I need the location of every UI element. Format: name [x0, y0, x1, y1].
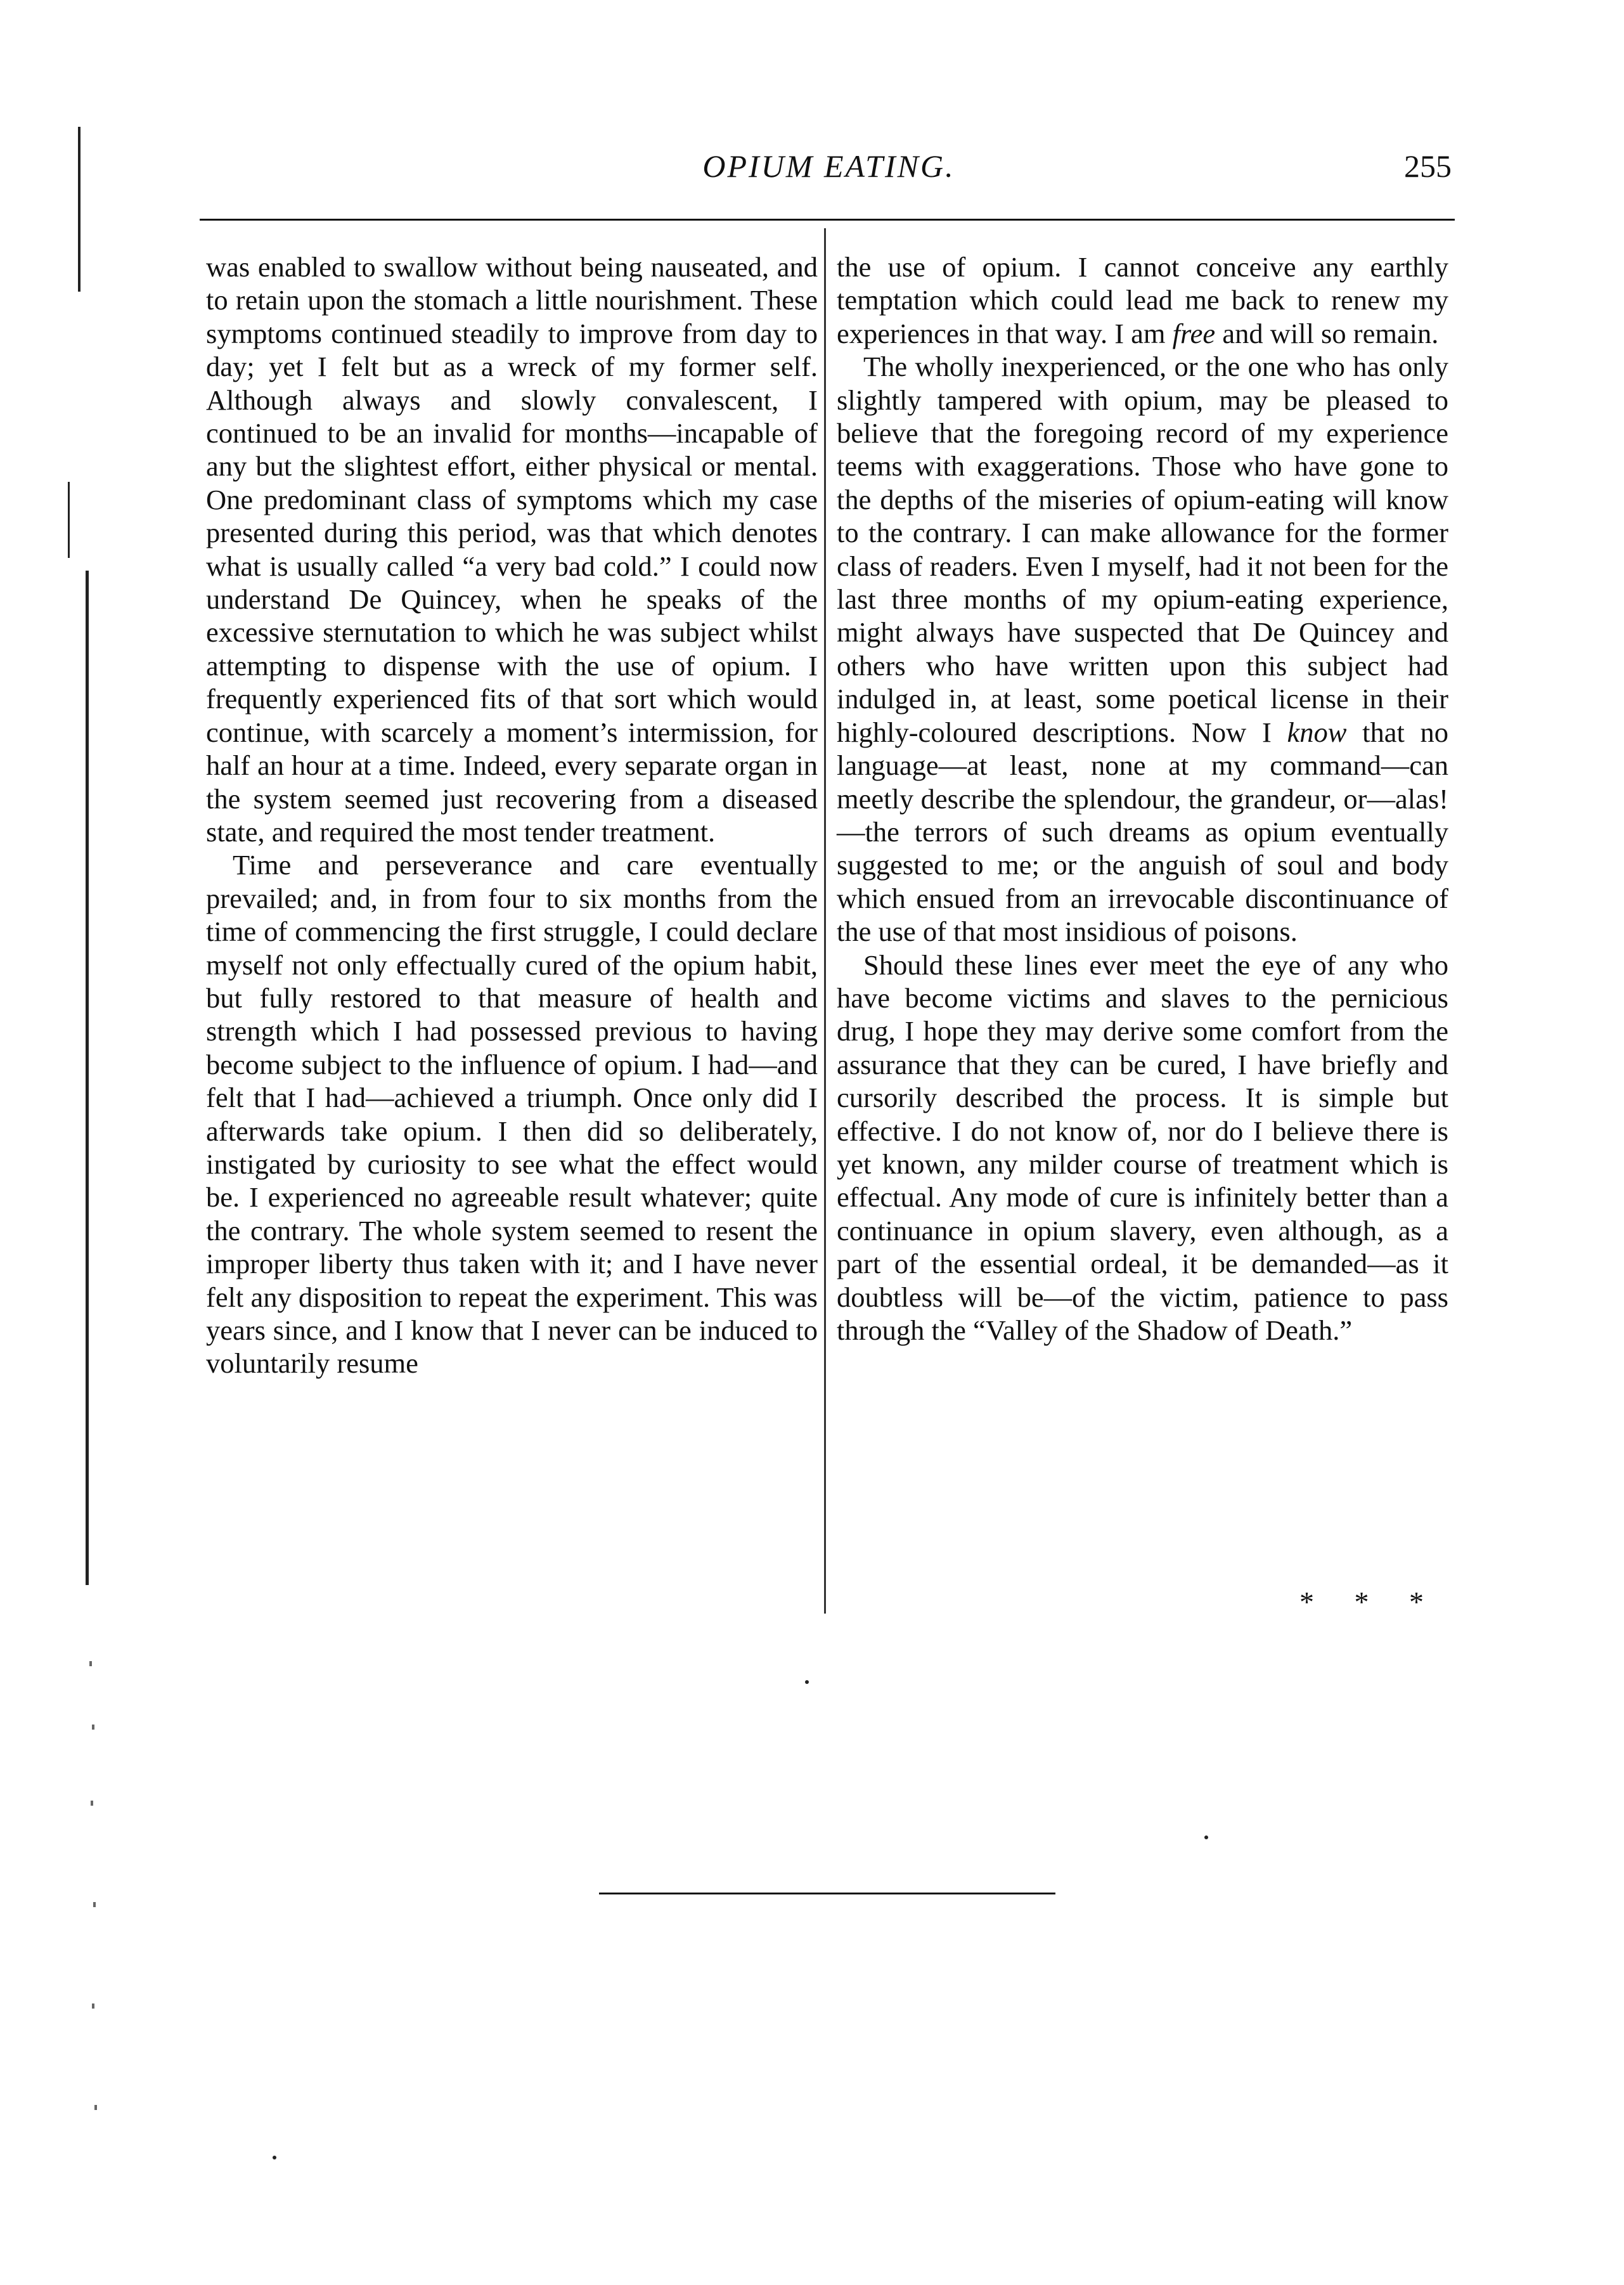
- running-title: OPIUM EATING.: [702, 148, 955, 184]
- italic-word: free: [1172, 317, 1216, 349]
- binding-speck: [92, 1725, 94, 1730]
- binding-edge-marks: [60, 127, 98, 2156]
- text-run: The wholly inexperienced, or the one who has only slightly tampered with opium, may be pleased to believe that the foregoing record of my experience teems with exaggerations. Those who have gone to the depths of the miseries of opium-eating will know to the contrary. I can make allowance for the former class of readers. Even I myself, had it not been for the last three months of my opium-eating experience, might always have suspected that De Quincey and others who have written upon this subject had indulged in, at least, some poetical license in their highly-coloured descriptions. Now I: [837, 351, 1448, 748]
- binding-speck: [94, 2105, 97, 2110]
- italic-word: know: [1287, 716, 1347, 748]
- scan-speck: [1204, 1835, 1208, 1839]
- scan-speck: [273, 2156, 276, 2159]
- column-divider: [824, 228, 826, 1614]
- right-column: [837, 250, 1448, 1347]
- end-rule: [599, 1893, 1055, 1894]
- section-asterism: * * *: [1299, 1586, 1440, 1618]
- binding-rule: [86, 571, 89, 1585]
- binding-speck: [89, 1661, 92, 1666]
- binding-speck: [93, 1902, 96, 1907]
- page-header: [200, 143, 1458, 193]
- text-run: and will so remain.: [1222, 317, 1439, 349]
- binding-speck: [92, 2003, 94, 2009]
- text-run: that no language—at least, none at my command—can meetly describe the splendour, the grandeur, or—alas!—the terrors of such dreams as opium eventually suggested to me; or the anguish of soul and body which ensued from an irrevocable discontinuance of the use of that most insidious of poisons.: [837, 716, 1449, 948]
- header-rule: [200, 219, 1455, 221]
- binding-rule: [78, 127, 81, 292]
- left-column: [206, 250, 818, 1380]
- paragraph: [837, 250, 1448, 350]
- paragraph: Should these lines ever meet the eye of any who have become victims and slaves to the pernicious drug, I hope they may derive some comfort from the assurance that they can be cured, I have briefly and cursorily described the process. It is simple but effective. I do not know of, nor do I believe there is yet known, any milder course of treatment which is effectual. Any mode of cure is infinitely better than a continuance in opium slavery, even although, as a part of the essential ordeal, it be demanded—as it doubtless will be—of the victim, patience to pass through the “Valley of the Shadow of Death.”: [837, 948, 1448, 1346]
- binding-speck: [91, 1801, 93, 1806]
- paragraph: Time and perseverance and care eventually prevailed; and, in from four to six months from the time of commencing the first struggle, I could declare myself not only effectually cured of the opium habit, but fully restored to that measure of health and strength which I had possessed previous to having become subject to the influence of opium. I had—and felt that I had—achieved a triumph. Once only did I afterwards take opium. I then did so deliberately, instigated by curiosity to see what the effect would be. I experienced no agreeable result whatever; quite the contrary. The whole system seemed to resent the improper liberty thus taken with it; and I have never felt any disposition to repeat the experiment. This was years since, and I know that I never can be induced to voluntarily resume: [206, 849, 818, 1380]
- page-number: 255: [1404, 148, 1452, 184]
- text-run: the use of opium. I cannot conceive any earthly temptation which could lead me back to renew my experiences in that way. I am: [837, 251, 1448, 349]
- paragraph: was enabled to swallow without being nauseated, and to retain upon the stomach a little nourishment. These symptoms continued steadily to improve from day to day; yet I felt but as a wreck of my former self. Although always and slowly convalescent, I continued to be an invalid for months—incapable of any but the slightest effort, either physical or mental. One predominant class of symptoms which my case presented during this period, was that which denotes what is usually called “a very bad cold.” I could now understand De Quincey, when he speaks of the excessive sternutation to which he was subject whilst attempting to dispense with the use of opium. I frequently experienced fits of that sort which would continue, with scarcely a moment’s intermission, for half an hour at a time. Indeed, every separate organ in the system seemed just recovering from a diseased state, and required the most tender treatment.: [206, 251, 818, 848]
- paragraph: [837, 350, 1448, 948]
- scan-speck: [805, 1680, 809, 1684]
- binding-rule: [68, 482, 70, 558]
